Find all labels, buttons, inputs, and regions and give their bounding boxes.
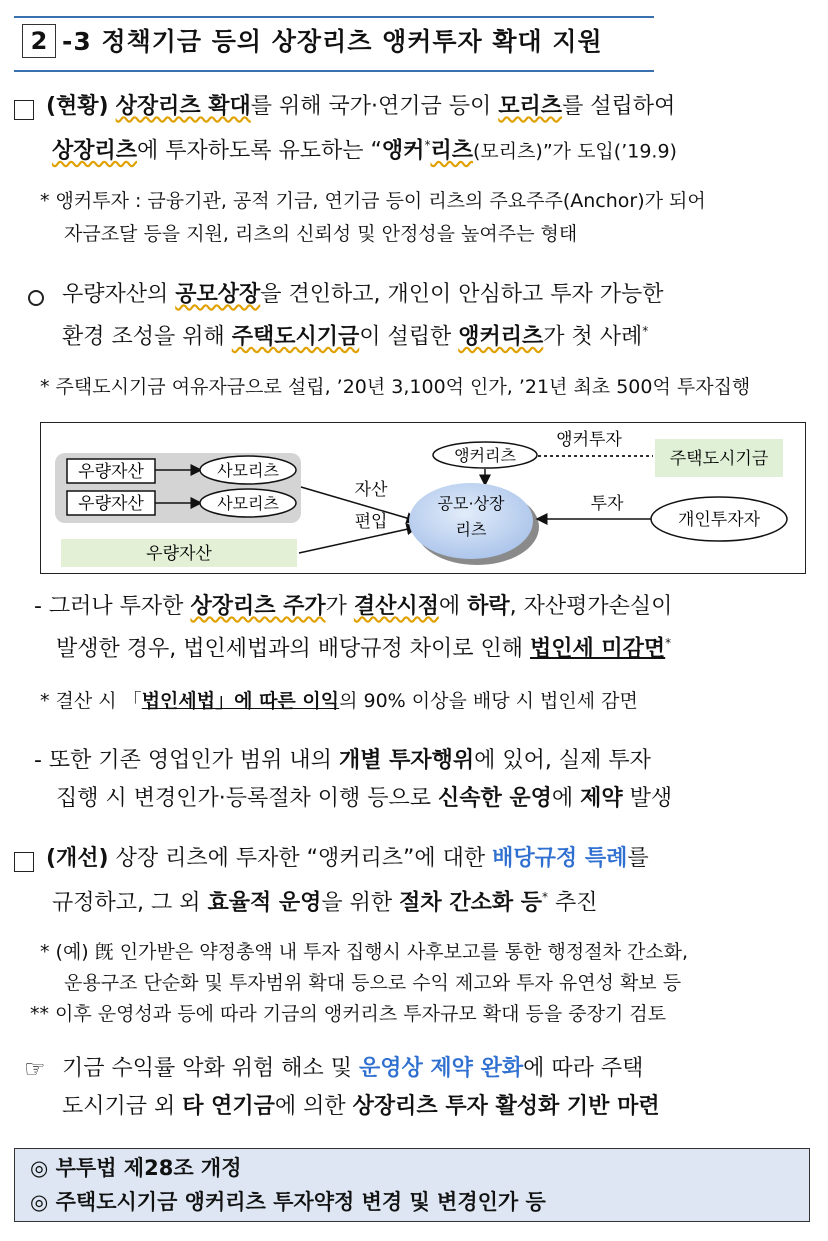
text: 추진	[548, 890, 598, 916]
para-case-line1	[62, 280, 664, 310]
text: 에	[551, 786, 581, 811]
text: 상장리츠 확대	[115, 94, 251, 119]
text: 개별 투자행위	[338, 748, 475, 773]
text: 에 의한	[274, 1094, 353, 1119]
text: 법인세 미감면	[530, 636, 666, 662]
text: 에 따라 주택	[523, 1056, 644, 1081]
lead-current: (현황)	[46, 94, 109, 119]
text: 을 견인하고, 개인이 안심하고 투자 가능한	[260, 282, 664, 307]
asset-label-3: 우량자산	[146, 544, 212, 564]
text: 신속한 운영	[438, 786, 552, 811]
text: 규정하고, 그 외	[52, 890, 208, 916]
transfer-label-1: 자산	[354, 480, 388, 500]
text: 를 위해 국가·연기금 등이	[250, 94, 499, 119]
transfer-label-2: 편입	[354, 512, 388, 532]
text: 운영상 제약 완화	[358, 1056, 524, 1081]
lead-improve: (개선)	[46, 846, 109, 871]
dash2-line2	[56, 784, 672, 814]
text: - 또한 기존 영업인가 범위 내의	[34, 748, 339, 773]
checkbox-icon	[14, 100, 34, 120]
text: 배당규정 특례	[492, 846, 628, 871]
note-fund: * 주택도시기금 여유자금으로 설립, ’20년 3,100억 인가, ’21년 최초 500억 투자집행	[40, 376, 751, 398]
text: 에	[438, 594, 468, 619]
text: 가 첫 사례	[543, 324, 643, 350]
text: 집행 시 변경인가·등록절차 이행 등으로	[56, 786, 438, 811]
text: 환경 조성을 위해	[62, 324, 232, 350]
text: 발생	[622, 786, 673, 811]
text: 를	[627, 846, 649, 871]
text: 의 90% 이상을 배당 시 법인세 감면	[339, 690, 638, 712]
text: 우량자산의	[62, 282, 176, 307]
anchor-label: 앵커리츠	[454, 446, 516, 465]
asset-label-1: 우량자산	[78, 462, 144, 482]
note-example-line1: * (예) 旣 인가받은 약정총액 내 투자 집행시 사후보고를 통한 행정절차 간소화,	[40, 941, 689, 963]
para-effect-line1	[62, 1054, 643, 1084]
text: 도시기금 외	[62, 1094, 183, 1119]
note-example-line3: ** 이후 운영성과 등에 따라 기금의 앵커리츠 투자규모 확대 등을 중장기 검토	[30, 1003, 667, 1025]
text: 주택도시기금	[231, 324, 360, 350]
para-effect-line2	[62, 1092, 660, 1122]
action-item-1: ◎ 부투법 제28조 개정	[30, 1156, 242, 1180]
fund-label: 주택도시기금	[669, 449, 769, 469]
section-title: -3 정책기금 등의 상장리츠 앵커투자 확대 지원	[62, 27, 603, 56]
text: 상장리츠 주가	[190, 594, 326, 619]
diagram-svg	[41, 423, 805, 573]
text: 결산시점	[353, 594, 439, 619]
anchor-invest-label: 앵커투자	[556, 430, 622, 450]
note-anchor-line2: 자금조달 등을 지원, 리츠의 신뢰성 및 안정성을 높여주는 형태	[64, 223, 578, 245]
text: 에 있어, 실제 투자	[474, 748, 651, 773]
text: 절차 간소화 등	[399, 890, 543, 916]
individual-label: 개인투자자	[677, 510, 761, 530]
dash2-line1	[34, 746, 651, 776]
action-item-2: ◎ 주택도시기금 앵커리츠 투자약정 변경 및 변경인가 등	[30, 1190, 546, 1214]
text: 제약	[580, 786, 623, 811]
para-current-line1	[46, 92, 675, 122]
text: (모리츠)”가 도입(’19.9)	[472, 140, 677, 163]
para-case-line2: 환경 조성을 위해 주택도시기금이 설립한 앵커리츠가 첫 사례*	[62, 324, 649, 350]
note-example-line2: 운용구조 단순화 및 투자범위 확대 등으로 수익 제고와 투자 유연성 확보 등	[64, 972, 682, 994]
public-reits-label-1: 공모·상장	[437, 494, 505, 513]
text: 상장리츠	[52, 138, 138, 164]
text: 모리츠	[498, 94, 563, 119]
text: * 결산 시 「	[40, 690, 142, 712]
text: 발생한 경우, 법인세법과의 배당규정 차이로 인해	[56, 636, 530, 662]
checkbox-icon	[14, 852, 34, 872]
text: 법인세법」에 따른 이익	[141, 690, 340, 712]
invest-label: 투자	[590, 494, 624, 514]
text: 공모상장	[175, 282, 261, 307]
text: 이 설립한	[359, 324, 459, 350]
text: 를 설립하여	[562, 94, 676, 119]
mori-label-1: 사모리츠	[217, 461, 279, 480]
text: 앵커리츠	[458, 324, 544, 350]
asset-label-2: 우량자산	[78, 494, 144, 514]
text: 타 연기금	[182, 1094, 275, 1119]
text: - 그러나 투자한	[34, 594, 191, 619]
anchor-reits-diagram	[40, 422, 806, 574]
text: 기금 수익률 악화 위험 해소 및	[62, 1056, 359, 1081]
text: 을 위한	[321, 890, 400, 916]
text: 상장리츠 투자 활성화 기반 마련	[352, 1094, 660, 1119]
text: 효율적 운영	[207, 890, 322, 916]
text: 에 투자하도록 유도하는 “	[137, 138, 382, 164]
note-anchor-line1: * 앵커투자 : 금융기관, 공적 기금, 연기금 등이 리츠의 주요주주(Anchor)가 되어	[40, 190, 706, 212]
pointer-hand-icon: ☞	[24, 1055, 46, 1083]
text: 리츠	[430, 138, 473, 164]
para-improve-line1	[46, 844, 649, 874]
mori-label-2: 사모리츠	[217, 494, 279, 513]
para-current-line2: 상장리츠에 투자하도록 유도하는 “앵커*리츠(모리츠)”가 도입(’19.9)	[52, 138, 677, 164]
text: 상장 리츠에 투자한 “앵커리츠”에 대한	[108, 846, 493, 871]
bullet-circle-icon	[28, 290, 44, 306]
section-number-box: 2	[22, 24, 56, 58]
text: 가	[325, 594, 354, 619]
note-corporate-tax	[40, 686, 638, 716]
text: 앵커	[381, 138, 425, 164]
para-improve-line2: 규정하고, 그 외 효율적 운영을 위한 절차 간소화 등* 추진	[52, 890, 598, 916]
dash1-line1	[34, 592, 672, 622]
text: 하락	[467, 594, 510, 619]
dash1-line2: 발생한 경우, 법인세법과의 배당규정 차이로 인해 법인세 미감면*	[56, 636, 672, 662]
text: , 자산평가손실이	[509, 594, 673, 619]
public-reits-label-2: 리츠	[455, 520, 487, 539]
